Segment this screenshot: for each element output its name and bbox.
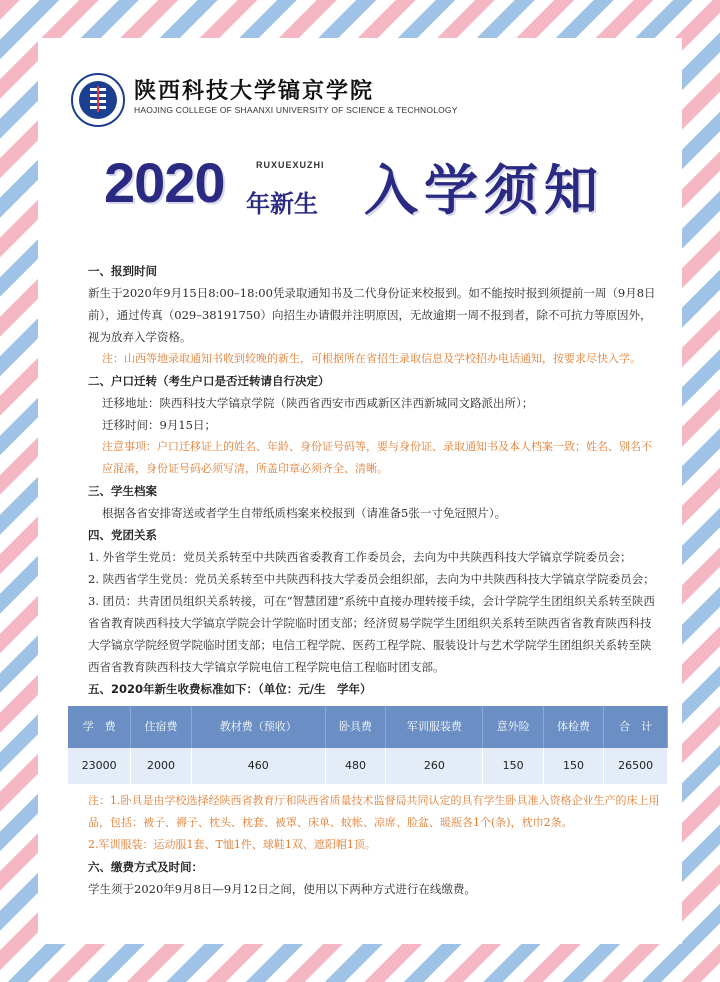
fee-header-accommodation: 住宿费 bbox=[131, 706, 191, 748]
section-2-address: 迁移地址：陕西科技大学镐京学院（陕西省西安市西咸新区沣西新城同文路派出所）； bbox=[102, 396, 534, 410]
fee-value-accommodation: 2000 bbox=[131, 748, 191, 784]
section-2-heading: 二、户口迁转（考生户口是否迁转请自行决定） bbox=[88, 374, 330, 388]
section-1-heading: 一、报到时间 bbox=[88, 264, 157, 278]
title-year: 2020 bbox=[104, 151, 225, 214]
section-5-note-2: 2.军训服装：运动服1套、T恤1件、球鞋1双、遮阳帽1顶。 bbox=[88, 838, 376, 851]
section-4-item-2: 2. 陕西省学生党员：党员关系转至中共陕西科技大学委员会组织部，去向为中共陕西科技大学镐京学院委员会； bbox=[88, 572, 655, 586]
section-4-heading: 四、党团关系 bbox=[88, 528, 157, 542]
section-4-item-1: 1. 外省学生党员：党员关系转至中共陕西省委教育工作委员会，去向为中共陕西科技大学镐京学院委员会； bbox=[88, 550, 632, 564]
fee-header-uniform: 军训服装费 bbox=[386, 706, 483, 748]
section-6-text: 学生须于2020年9月8日—9月12日之间，使用以下两种方式进行在线缴费。 bbox=[88, 882, 476, 896]
fee-value-tuition: 23000 bbox=[68, 748, 131, 784]
school-header bbox=[70, 72, 458, 122]
notice-content bbox=[82, 260, 662, 900]
section-1-text: 新生于2020年9月15日8:00–18:00凭录取通知书及二代身份证来校报到。如不能按时报到须提前一周（9月8日前），通过传真（029–38191750）向招生办请假并注明原因，无故逾期一周不报到者，除不可抗力等原因外，视为放弃入学资格。 bbox=[88, 286, 656, 344]
title-subtitle: 年新生 bbox=[246, 190, 318, 218]
section-2-time: 迁移时间：9月15日； bbox=[102, 418, 216, 432]
section-5-note-1: 注：1.卧具是由学校选择经陕西省教育厅和陕西省质量技术监督局共同认定的具有学生卧具准入资格企业生产的床上用品，包括：被子、褥子、枕头、枕套、被罩、床单、蚊帐、凉席、脸盆、暖瓶各1个(条)，枕巾2条。 bbox=[88, 794, 660, 829]
section-4-item-3: 3. 团员：共青团员组织关系转接，可在“智慧团建”系统中直接办理转接手续，会计学院学生团组织关系转至陕西省省教育陕西科技大学镐京学院会计学院临时团支部；经济贸易学院学生团组织关系转至陕西省省教育陕西科技大学镐京学院经贸学院临时团支部；电信工程学院、医药工程学院、服装设计与艺术学院学生团组织关系转至陕西省省教育陕西科技大学镐京学院电信工程学院电信工程临时团支部。 bbox=[88, 594, 655, 674]
fee-value-medical: 150 bbox=[543, 748, 603, 784]
title-main: 入学须知 bbox=[364, 159, 604, 222]
fee-value-insurance: 150 bbox=[483, 748, 543, 784]
section-6-heading: 六、缴费方式及时间： bbox=[88, 860, 203, 874]
fee-table bbox=[68, 706, 668, 784]
fee-header-bedding: 卧具费 bbox=[325, 706, 385, 748]
fee-header-medical: 体检费 bbox=[543, 706, 603, 748]
fee-header-tuition: 学 费 bbox=[68, 706, 131, 748]
section-3-text: 根据各省安排寄送或者学生自带纸质档案来校报到（请准备5张一寸免冠照片）。 bbox=[102, 506, 507, 520]
fee-value-uniform: 260 bbox=[386, 748, 483, 784]
section-1-note: 注：山西等地录取通知书收到较晚的新生，可根据所在省招生录取信息及学校招办电话通知，按要求尽快入学。 bbox=[102, 352, 641, 365]
fee-value-total: 26500 bbox=[604, 748, 668, 784]
fee-value-textbook: 460 bbox=[191, 748, 325, 784]
school-emblem-icon bbox=[70, 72, 126, 128]
fee-table-header-row bbox=[68, 706, 668, 748]
fee-table-value-row bbox=[68, 748, 668, 784]
fee-header-total: 合 计 bbox=[604, 706, 668, 748]
page-title bbox=[104, 150, 624, 230]
section-3-heading: 三、学生档案 bbox=[88, 484, 157, 498]
notice-paper bbox=[38, 38, 682, 944]
fee-header-textbook: 教材费（预收） bbox=[191, 706, 325, 748]
fee-value-bedding: 480 bbox=[325, 748, 385, 784]
title-pinyin: RUXUEXUZHI bbox=[256, 160, 325, 170]
fee-header-insurance: 意外险 bbox=[483, 706, 543, 748]
section-2-note: 注意事项：户口迁移证上的姓名、年龄、身份证号码等，要与身份证、录取通知书及本人档案一致；姓名、别名不应混淆，身份证号码必须写清，所盖印章必须齐全、清晰。 bbox=[102, 440, 652, 475]
section-5-heading: 五、2020年新生收费标准如下：（单位：元/生 学年） bbox=[88, 682, 372, 696]
school-name-en: HAOJING COLLEGE OF SHAANXI UNIVERSITY OF SCIENCE & TECHNOLOGY bbox=[134, 105, 458, 115]
school-name-cn: 陕西科技大学镐京学院 bbox=[134, 78, 375, 104]
